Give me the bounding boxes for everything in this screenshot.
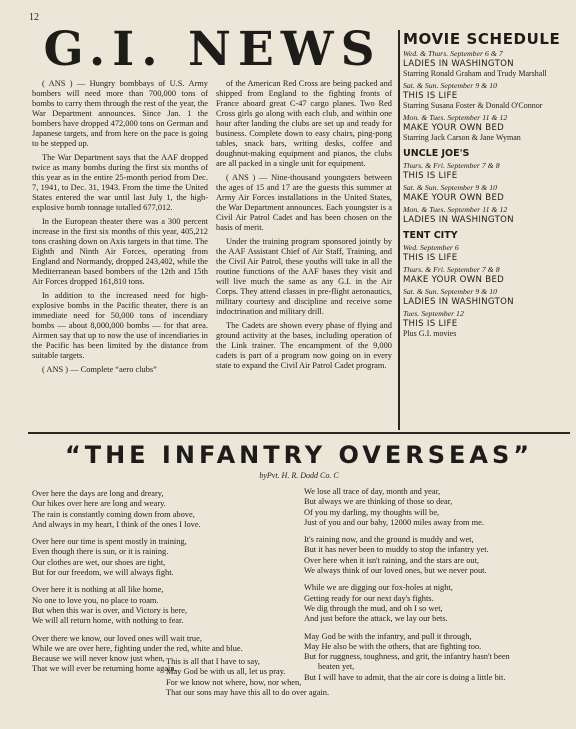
- listing-film: THIS IS LIFE: [403, 171, 458, 181]
- poem-line: That our sons may have this all to do over again.: [166, 687, 330, 697]
- poem-line: But it has never been to muddy to stop the infantry yet.: [304, 545, 489, 555]
- movie-listing: [403, 113, 573, 143]
- poem-line: The rain is constantly coming down from above,: [32, 509, 195, 519]
- poem-line: We always think of our loved ones, but we never pout.: [304, 566, 487, 576]
- listing-film: MAKE YOUR OWN BED: [403, 123, 505, 133]
- listing-film: LADIES IN WASHINGTON: [403, 215, 514, 225]
- listing-film: THIS IS LIFE: [403, 91, 458, 101]
- poem-line: May He also be with the others, that are fighting too.: [304, 641, 482, 651]
- news-column-1: [32, 79, 208, 379]
- poem-byline: byPvt. H. R. Dodd Co. C: [259, 471, 339, 480]
- poem-line: But always we are thinking of those so dear,: [304, 497, 453, 507]
- poem-line: May God be with the infantry, and pull it through,: [304, 631, 472, 641]
- poem-stanza: [304, 487, 570, 528]
- poem-line: Over here it is nothing at all like home,: [32, 585, 164, 595]
- news-column-2: [216, 79, 392, 375]
- poem-line: Even though there is sun, or it is raining.: [32, 547, 169, 557]
- listing-date: Thurs. & Fri. September 7 & 8: [403, 161, 500, 170]
- movie-listing: [403, 287, 573, 307]
- poem-left-column: [32, 489, 290, 682]
- poem-title: “THE INFANTRY OVERSEAS”: [64, 441, 534, 469]
- news-paragraph: The War Department says that the AAF dropped twice as many bombs during the first six months of this year as in the entire 25-month period from Dec. 7, 1941, to Dec. 31, 1943. From the time the United States entered the war until last July 1, the high-explosive bomb tonnage totalled 677,012.: [32, 153, 208, 212]
- poem-line: And always in my heart, I think of the ones I love.: [32, 519, 201, 529]
- poem-line: This is all that I have to say,: [166, 657, 260, 666]
- news-paragraph: of the American Red Cross are being packed and shipped from England to the fighting fronts of France aboard great C-47 cargo planes. Two Red Cross girls go along with each club, and within one hour after landing the clubs are set up and ready for business. Complete down to easy chairs, ping-pong tables, snack bars, writing desks, coffee and doughnut-making equipment and pianos, the clubs are all packed in a single unit for equipment.: [216, 79, 392, 168]
- movie-listing: [403, 81, 573, 111]
- masthead-title: G.I. NEWS: [43, 22, 382, 77]
- movie-listing: [403, 161, 573, 181]
- listing-date: Thurs. & Fri. September 7 & 8: [403, 265, 500, 274]
- poem-closing-stanza: [166, 657, 426, 698]
- poem-line: Over here the days are long and dreary,: [32, 489, 164, 498]
- listing-date: Wed. & Thurs. September 6 & 7: [403, 49, 503, 58]
- poem-line: For we know not where, how, nor when,: [166, 677, 302, 687]
- listing-film: MAKE YOUR OWN BED: [403, 193, 505, 203]
- page-number: 12: [29, 12, 39, 23]
- movie-general-listings: [403, 49, 573, 143]
- poem-line: While we are over here, fighting under the red, white and blue.: [32, 643, 243, 653]
- listing-cast: Plus G.I. movies: [403, 329, 457, 338]
- poem-line: Over here when it isn't raining, and the stars are out,: [304, 555, 480, 565]
- poem-stanza: [32, 585, 290, 626]
- poem-line: Our hikes over here are long and weary.: [32, 499, 166, 509]
- poem-line: May God be with us all, let us pray.: [166, 667, 286, 677]
- listing-cast: Starring Ronald Graham and Trudy Marshall: [403, 69, 547, 78]
- poem-line: It's raining now, and the ground is muddy and wet,: [304, 535, 474, 545]
- poem-line: Just of you and our baby, 12000 miles away from me.: [304, 517, 484, 527]
- listing-date: Sat. & Sun. September 9 & 10: [403, 81, 497, 90]
- listing-film: LADIES IN WASHINGTON: [403, 59, 514, 69]
- poem-line: That we will ever be returning home again.: [32, 664, 177, 674]
- poem-line: Of you my darling, my thoughts will be,: [304, 507, 440, 517]
- poem-line: But for ruggness, toughness, and grit, the infantry hasn't been: [304, 652, 510, 662]
- poem-line: beaten yet,: [318, 662, 355, 672]
- venue-name: UNCLE JOE'S: [403, 148, 470, 159]
- news-paragraph: The Cadets are shown every phase of flying and ground activity at the bases, including operation of the Link trainer. The encampment of the 9,000 cadets is part of a program now going on in every state to expand the Civil Air Patrol Cadet program.: [216, 321, 392, 370]
- listing-film: THIS IS LIFE: [403, 253, 458, 263]
- poem-line: While we are digging our fox-holes at night,: [304, 583, 453, 593]
- poem-line: Our clothes are wet, our shoes are tight,: [32, 557, 166, 567]
- poem-line: No one to love you, no place to roam.: [32, 595, 159, 605]
- listing-cast: Starring Susana Foster & Donald O'Connor: [403, 101, 543, 110]
- movie-schedule-title: MOVIE SCHEDULE: [403, 30, 561, 48]
- section-divider: [28, 432, 570, 434]
- news-paragraph: Under the training program sponsored jointly by the AAF Assistant Chief of Air Staff, Training, and the Civil Air Patrol, these youths will take in all the routine functions of the AAF bases they visit and will live much the same as any G.I. in the Air Corps. They attend classes in pre-flight aeronautics, military courtesy and discipline and receive some indoctrination and military drill.: [216, 237, 392, 316]
- news-paragraph: ( ANS ) — Complete “aero clubs”: [42, 365, 157, 374]
- poem-line: We lose all trace of day, month and year,: [304, 487, 441, 496]
- movie-listing: [403, 183, 573, 203]
- poem-line: And just before the attack, we lay our bets.: [304, 614, 448, 624]
- column-divider: [398, 30, 400, 430]
- listing-date: Sat. & Sun. September 9 & 10: [403, 287, 497, 296]
- listing-date: Mon. & Tues. September 11 & 12: [403, 113, 508, 122]
- movie-listing: [403, 309, 573, 339]
- poem-line: Getting ready for our next day's fights.: [304, 593, 434, 603]
- news-paragraph: ( ANS ) — Hungry bombbays of U.S. Army bombers will need more than 700,000 tons of bombs to carry them through the rest of the year, the War Department announces. Since Jan. 1 the bombers have dropped 472,000 tons on German and Japanese targets, and from here on the pace is going to be stepped up.: [32, 79, 208, 148]
- poem-line: We dig through the mud, and oh I so wet,: [304, 603, 443, 613]
- listing-film: THIS IS LIFE: [403, 319, 458, 329]
- listing-date: Wed. September 6: [403, 243, 459, 252]
- poem-line: We will all return home, with nothing to fear.: [32, 616, 184, 626]
- movie-schedule: [403, 30, 573, 341]
- movie-listing: [403, 243, 573, 263]
- listing-date: Mon. & Tues. September 11 & 12: [403, 205, 508, 214]
- movie-listing: [403, 205, 573, 225]
- listing-date: Sat. & Sun. September 9 & 10: [403, 183, 497, 192]
- poem-stanza: [304, 583, 570, 624]
- venue-name: TENT CITY: [403, 230, 458, 241]
- poem-line: But I will have to admit, that the air core is doing a little bit.: [304, 672, 506, 682]
- poem-stanza: [32, 489, 290, 530]
- poem-line: Because we will never know just when,: [32, 654, 165, 664]
- movie-venue-listings: [403, 149, 573, 339]
- poem-stanza: [304, 535, 570, 576]
- listing-date: Tues. September 12: [403, 309, 464, 318]
- poem-line: Over there we know, our loved ones will wait true,: [32, 633, 202, 643]
- movie-listing: [403, 265, 573, 285]
- news-paragraph: ( ANS ) — Nine-thousand youngsters between the ages of 15 and 17 are the guests this summer at Army Air Forces installations in the United States, the War Department announces. Each youngster is a Civil Air Patrol Cadet and has been chosen on the basis of merit.: [216, 173, 392, 232]
- movie-listing: [403, 49, 573, 79]
- news-paragraph: In the European theater there was a 300 percent increase in the first six months of this year, 405,212 tons crashing down on Axis targets in that time. The Eighth and Ninth Air Forces, operating from England and Normandy, dropped 243,402, while the Mediterranean based bombers of the 12th and 15th Air Forces dropped 161,810 tons.: [32, 217, 208, 286]
- poem-line: Over here our time is spent mostly in training,: [32, 537, 187, 547]
- listing-film: MAKE YOUR OWN BED: [403, 275, 505, 285]
- listing-film: LADIES IN WASHINGTON: [403, 297, 514, 307]
- poem-stanza: [32, 537, 290, 578]
- poem-line: But when this war is over, and Victory is here,: [32, 605, 188, 615]
- poem-line: But for our freedom, we will always fight.: [32, 568, 174, 578]
- listing-cast: Starring Jack Carson & Jane Wyman: [403, 133, 521, 142]
- news-paragraph: In addition to the increased need for high-explosive bombs in the Pacific theater, there is an immediate need for 50,000 tons of incendiary bombs — about 8,000,000 bombs — for that area. Airmen say that up to now the use of incendiaries in the Pacific has been limited by the distance from suitable targets.: [32, 291, 208, 360]
